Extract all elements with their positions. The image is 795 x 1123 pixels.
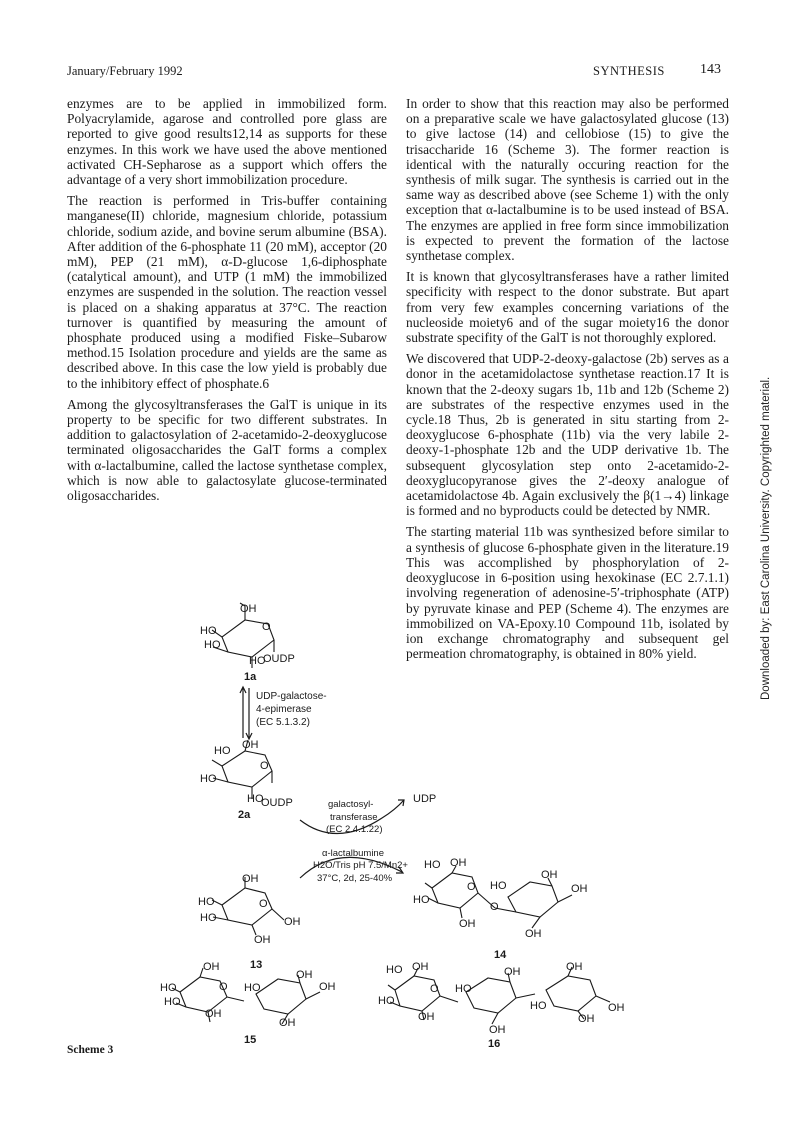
ho-label: HO xyxy=(204,639,221,651)
compound-label-13: 13 xyxy=(250,959,263,971)
compound-label-1a: 1a xyxy=(244,671,257,683)
compound-label-16: 16 xyxy=(488,1038,501,1050)
compound-1a xyxy=(200,603,295,683)
ho-label: HO xyxy=(386,964,403,976)
compound-label-2a: 2a xyxy=(238,809,251,821)
oh-label: OH xyxy=(459,918,476,930)
ring-oxygen-label: O xyxy=(262,621,271,633)
oh-label: OH xyxy=(242,873,259,885)
udp-label: UDP xyxy=(413,793,437,805)
ring-oxygen-label: O xyxy=(260,760,269,772)
compound-2a xyxy=(200,739,293,821)
oh-label: OH xyxy=(450,857,467,869)
conditions-arrow xyxy=(300,848,408,884)
ho-label: HO xyxy=(198,896,215,908)
ho-label: HO xyxy=(530,1000,547,1012)
transferase-line: (EC 2.4.1.22) xyxy=(326,824,383,835)
transferase-line: transferase xyxy=(330,812,378,823)
oh-label: OH xyxy=(203,961,220,973)
oudp-label: OUDP xyxy=(263,653,295,665)
oh-label: OH xyxy=(242,739,259,751)
right-paragraph: It is known that glycosyltransferases have a rather limited specificity with respect to the donor substrate. But apart from very few examples concerning variations of the nucleoside moiety6 and of the sugar moiety16 the donor substrate specifity of the GalT is not thoroughly explored. xyxy=(406,269,729,346)
oh-label: OH xyxy=(608,1002,625,1014)
epimerase-line: (EC 5.1.3.2) xyxy=(256,717,310,728)
conditions-line: 37°C, 2d, 25-40% xyxy=(317,873,393,884)
oh-label: OH xyxy=(504,966,521,978)
ho-label: HO xyxy=(490,880,507,892)
ring-oxygen-label: O xyxy=(430,983,439,995)
ho-label: HO xyxy=(424,859,441,871)
scheme-caption: Scheme 3 xyxy=(67,1044,114,1056)
oudp-label: OUDP xyxy=(261,797,293,809)
oh-label: OH xyxy=(240,603,257,615)
right-paragraph: In order to show that this reaction may also be performed on a preparative scale we have galactosylated glucose (13) to give lactose (14) and cellobiose (15) to give the trisaccharide 16 (Scheme 3). The former reaction is identical with the naturally occuring reaction for the synthesis of milk sugar. The synthesis is carried out in the same way as described above (see Scheme 1) with the only exception that α-lactalbumine is to be used instead of BSA. The enzymes are applied in free form since immobilization is expected to prevent the formation of the lactose synthetase complex. xyxy=(406,96,729,264)
oh-label: OH xyxy=(566,961,583,973)
oh-label: OH xyxy=(296,969,313,981)
ho-label: HO xyxy=(378,995,395,1007)
oh-label: OH xyxy=(284,916,301,928)
right-paragraph: We discovered that UDP-2-deoxy-galactose (2b) serves as a donor in the acetamidolactose synthetase reaction.17 It is known that the 2-deoxy sugars 1b, 11b and 12b (Scheme 2) are substrates of the respective enzymes used in the cycle.18 Thus, 2b is generated in situ starting from 2-deoxyglucose 6-phosphate (11b) via the very labile 2-deoxy-1-phosphate 12b and the UDP derivative 1b. The subsequent glycosylation step onto 2-acetamido-2-deoxyglucopyranose gives the 2′-deoxy analogue of acetamidolactose 4b. Again exclusively the β(1→4) linkage is formed and no byproducts could be detected by NMR. xyxy=(406,351,729,519)
compound-13 xyxy=(198,873,301,971)
oh-label: OH xyxy=(525,928,542,940)
oh-label: OH xyxy=(541,869,558,881)
ring-oxygen-label: O xyxy=(259,898,268,910)
oh-label: OH xyxy=(489,1024,506,1036)
ring-oxygen-label: O xyxy=(467,881,476,893)
compound-label-15: 15 xyxy=(244,1034,257,1046)
epimerase-line: 4-epimerase xyxy=(256,704,312,715)
download-watermark-text: Downloaded by: East Carolina University. Copyrighted material. xyxy=(760,376,772,700)
oh-label: OH xyxy=(254,934,271,946)
transferase-line: galactosyl- xyxy=(328,799,374,810)
ho-label: HO xyxy=(244,982,261,994)
compound-16 xyxy=(378,961,625,1050)
ho-label: HO xyxy=(200,912,217,924)
ho-label: HO xyxy=(200,773,217,785)
header-date: January/February 1992 xyxy=(67,64,183,78)
oh-label: OH xyxy=(319,981,336,993)
oh-label: OH xyxy=(205,1008,222,1020)
ho-label: HO xyxy=(455,983,472,995)
oh-label: OH xyxy=(279,1017,296,1029)
compound-label-14: 14 xyxy=(494,949,507,961)
left-paragraph: The reaction is performed in Tris-buffer containing manganese(II) chloride, magnesium chloride, potassium chloride, sodium azide, and bovine serum albumine (BSA). After addition of the 6-phosphate 11 (20 mM), acceptor (20 mM), PEP (21 mM), α-D-glucose 1,6-diphosphate (catalytical amount), and UTP (1 mM) the immobilized enzymes are suspended in the solution. The reaction vessel is placed on a shaking apparatus at 37°C. The reaction turnover is quantified by measuring the amount of phosphate produced using a modified Fiske–Subarow method.15 Isolation procedure and yields are the same as described above. In this case the low yield is probably due to the inhibitory effect of phosphate.6 xyxy=(67,193,387,391)
transferase-arrow xyxy=(300,793,436,835)
ho-label: HO xyxy=(413,894,430,906)
header-page-number: 143 xyxy=(700,62,721,77)
epimerase-line: UDP-galactose- xyxy=(256,691,327,702)
ho-label: HO xyxy=(214,745,231,757)
ho-label: HO xyxy=(200,625,217,637)
conditions-line: α-lactalbumine xyxy=(322,848,384,859)
ho-label: HO xyxy=(249,655,266,667)
compound-15 xyxy=(160,961,336,1046)
right-paragraph: The starting material 11b was synthesized before similar to a synthesis of glucose 6-phosphate given in the literature.19 This was accomplished by phosphorylation of 2-deoxyglucose in 6-position using hexokinase (EC 2.7.1.1) involving regeneration of adenosine-5′-triphosphate (ATP) by pyruvate kinase and PEP (Scheme 4). The enzymes are immobilized on VA-Epoxy.10 Compound 11b, isolated by ion exchange chromatography and subsequent gel permeation chromatography, is obtained in 80% yield. xyxy=(406,524,729,662)
ring-oxygen-label: O xyxy=(490,901,499,913)
epimerase-arrows xyxy=(240,687,327,739)
compound-14 xyxy=(413,857,588,961)
ho-label: HO xyxy=(247,793,264,805)
ho-label: HO xyxy=(164,996,181,1008)
header-journal: SYNTHESIS xyxy=(593,64,665,78)
ring-oxygen-label: O xyxy=(219,981,228,993)
left-paragraph: enzymes are to be applied in immobilized form. Polyacrylamide, agarose and controlled pore glass are reported to give good results12,14 as supports for these enzymes. In this work we have used the above mentioned activated CH-Sepharose as a support which offers the advantage of a very short immobilization procedure. xyxy=(67,96,387,188)
left-paragraph: Among the glycosyltransferases the GalT is unique in its property to be specific for two different substrates. In addition to galactosylation of 2-acetamido-2-deoxyglucose terminated oligosaccharides the GalT forms a complex with α-lactalbumine, called the lactose synthetase complex, which is now able to galactosylate glucose-terminated oligosaccharides. xyxy=(67,396,387,504)
conditions-line: H2O/Tris pH 7.5/Mn2+ xyxy=(313,860,408,871)
oh-label: OH xyxy=(412,961,429,973)
ho-label: HO xyxy=(160,982,177,994)
oh-label: OH xyxy=(571,883,588,895)
oh-label: OH xyxy=(578,1013,595,1025)
oh-label: OH xyxy=(418,1011,435,1023)
